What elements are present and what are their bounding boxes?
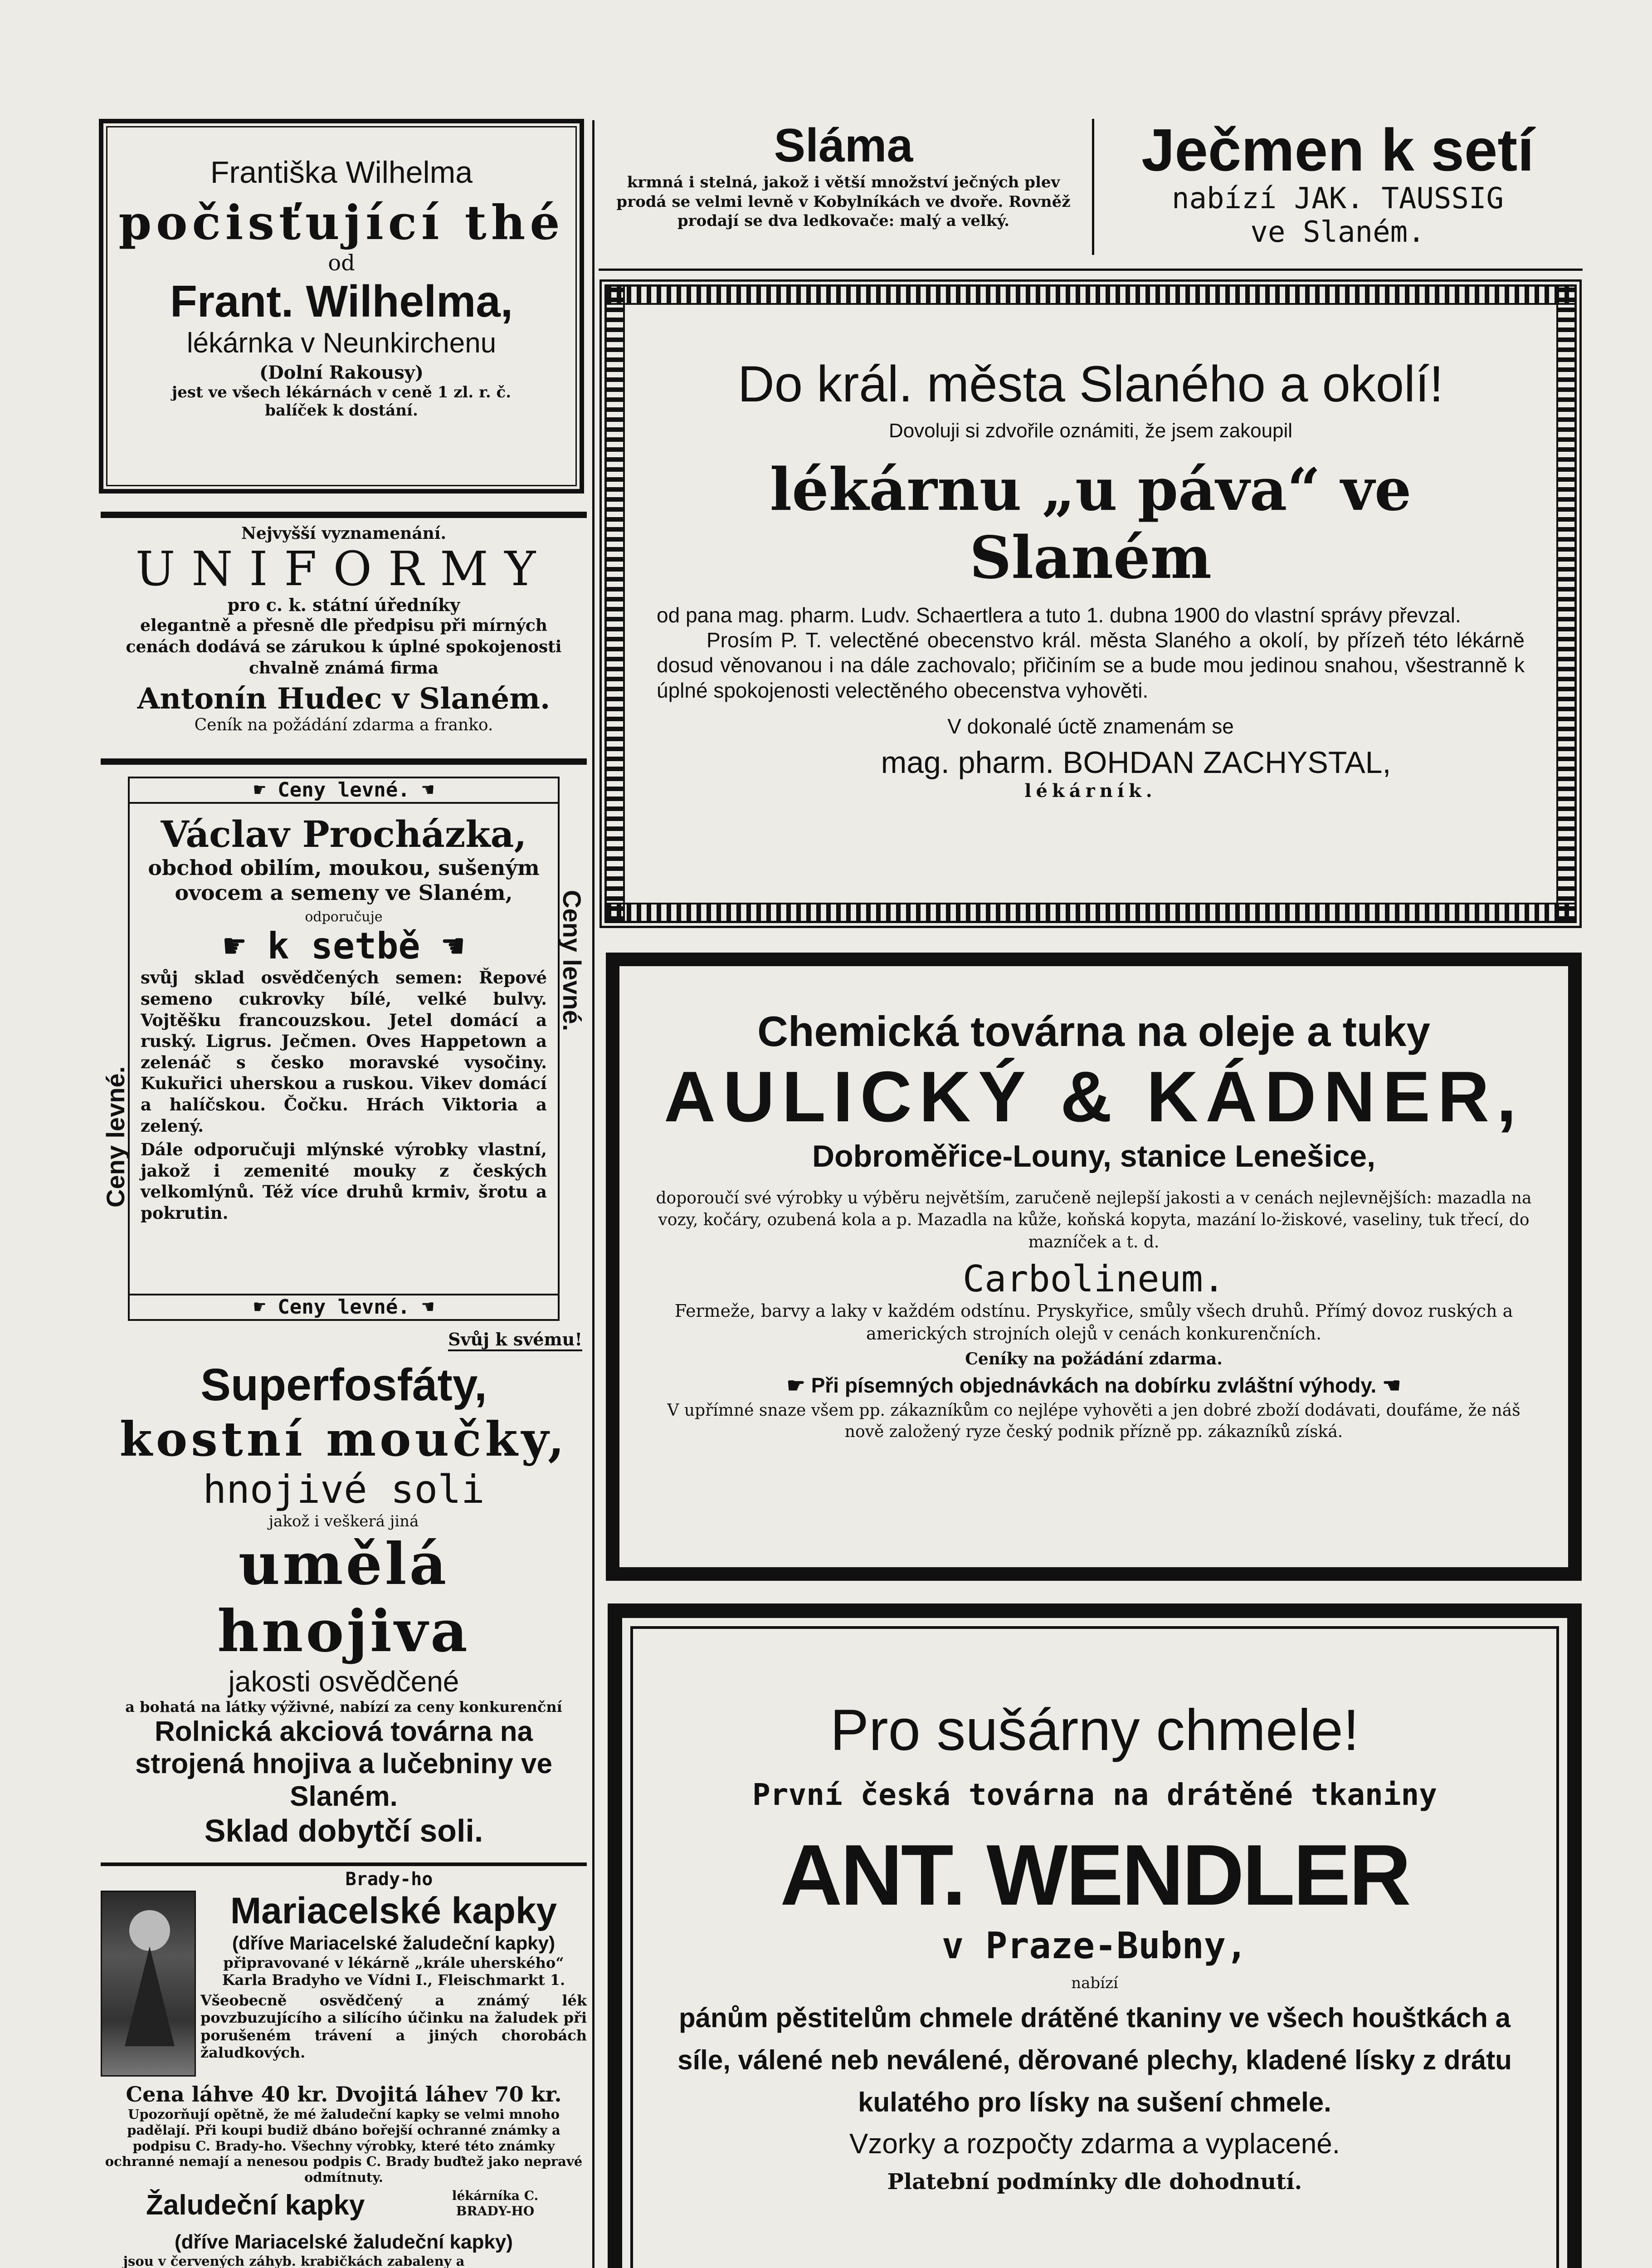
- superfosfaty-line9: Sklad dobytčí soli.: [204, 1813, 483, 1848]
- uniformy-name: Antonín Hudec v Slaném.: [137, 681, 551, 716]
- uniformy-sub: pro c. k. státní úředníky: [227, 595, 460, 616]
- wendler-p1: pánům pěstitelům chmele drátěné tkaniny ve všech houštkách a síle, válené neb neválené, děrované plechy, kladené lísky z drátu kulatého pro lísky na sušení chmele.: [677, 2003, 1512, 2117]
- wendler-place: v Praze-Bubny,: [941, 1925, 1248, 1967]
- aulicky-p3: [656, 1373, 1532, 1398]
- wilhelm-line4: Frant. Wilhelma,: [170, 276, 513, 326]
- lekarna-headline: lékárnu „u páva“ ve Slaném: [770, 456, 1412, 592]
- uniformy-body: elegantně a přesně dle předpisu při mírných cenách dodává se zárukou k úplné spokojenosti chvalně známá firma: [126, 616, 562, 678]
- superfosfaty-line6: jakosti osvědčené: [228, 1665, 459, 1698]
- column-divider: [592, 120, 595, 2268]
- wilhelm-line3: od: [328, 250, 355, 276]
- aulicky-firm: AULICKÝ & KÁDNER,: [664, 1057, 1524, 1137]
- aulicky-p1: doporoučí své výrobky u výběru největším, zaručeně nejlepší jakosti a v cenách nejlevnějších: mazadla na vozy, kočáry, ozubená kola a p. Mazadla na kůže, koňská kopyta, mazání lo-žiskové, vaseliny, tuk třecí, do mazníček a t. d.: [656, 1188, 1532, 1251]
- aulicky-p3-label: Při písemných objednávkách na dobírku zvláštní výhody.: [811, 1374, 1377, 1398]
- kapky-title2: Žaludeční kapky: [146, 2189, 365, 2221]
- kapky-warn: Upozorňují opětně, že mé žaludeční kapky se velmi mnoho padělají. Při koupi budiž dbáno bořejší ochranné známky a podpisu C. Brady-ho. Všechny výrobky, které této známky ochranné nemají a nenesou podpis C. Brady buďtež jako nepravé odmítnuty.: [105, 2107, 583, 2185]
- pointing-hand-icon: ☚: [420, 925, 464, 968]
- prochazka-body1: svůj sklad osvědčených semen: Řepové semeno cukrovky bílé, velké bulvy. Vojtěšku francouzskou. Jetel domácí a ruský. Ligrus. Ječmen. Oves Happetown a zelenáč s česko moravské vysočiny. Kukuřici uherskou a ruskou. Vikev domácí a halíčskou. Čočku. Hrách Viktoria a zelený.: [141, 968, 547, 1136]
- aulicky-title: Chemická továrna na oleje a tuky: [757, 1007, 1430, 1055]
- uniformy-bottom-rule: [101, 758, 587, 765]
- superfosfaty-line2: kostní moučky,: [119, 1411, 568, 1467]
- aulicky-ad: [606, 953, 1582, 1581]
- uniformy-top-rule: [101, 512, 587, 518]
- lekarna-title: Do král. města Slaného a okolí!: [737, 356, 1444, 412]
- superfosfaty-top: Svůj k svému!: [448, 1329, 582, 1351]
- prochazka-recommends: odporučuje: [305, 909, 383, 925]
- superfosfaty-bottom-rule: [101, 1862, 587, 1866]
- pointing-hand-icon: ☚: [409, 1295, 434, 1319]
- ornament-left-border: [607, 287, 625, 921]
- kapky-price: Cena láhve 40 kr. Dvojitá láhev 70 kr.: [126, 2082, 562, 2107]
- ornament-bottom-border: [607, 903, 1574, 921]
- wendler-firm: ANT. WENDLER: [780, 1827, 1409, 1923]
- prochazka-banner-top: [128, 777, 560, 804]
- slama-ad: [599, 119, 1088, 255]
- prochazka-side-left: [101, 890, 130, 1207]
- uniformy-title: UNIFORMY: [135, 541, 552, 596]
- jecmen-title: Ječmen k setí: [1141, 117, 1534, 183]
- superfosfaty-line8: Rolnická akciová továrna na strojená hnojiva a lučebniny ve Slaném.: [135, 1716, 552, 1812]
- wendler-p3: Platební podmínky dle dohodnutí.: [887, 2169, 1302, 2195]
- lekarna-p1: od pana mag. pharm. Ludv. Schaertlera a tuto 1. dubna 1900 do vlastní správy převzal.: [657, 603, 1461, 627]
- right-top-rule: [599, 269, 1583, 271]
- ornament-top-border: [607, 287, 1574, 305]
- pointing-hand-icon: ☚: [409, 778, 434, 802]
- pointing-hand-icon: ☛: [786, 1374, 811, 1398]
- jecmen-line1: nabízí JAK. TAUSSIG: [1171, 181, 1504, 215]
- kapky-ad: [101, 1869, 587, 2268]
- prochazka-side-right: [557, 890, 587, 1207]
- wendler-inner: [630, 1626, 1559, 2268]
- kapky-body: Všeobecně osvědčený a známý lék povzbuzujícího a silícího účinku na žaludek při porušeném trávení a jiných chorobách žaludkových.: [200, 1991, 587, 2061]
- prochazka-desc: obchod obilím, moukou, sušeným ovocem a semeny ve Slaném,: [148, 855, 540, 905]
- prochazka-headline-label: k setbě: [267, 925, 420, 968]
- lekarna-closing: V dokonalé úctě znamenám se: [947, 714, 1234, 738]
- kapky-sub2: (dříve Mariacelské žaludeční kapky): [175, 2230, 513, 2253]
- prochazka-banner-bottom: [128, 1294, 560, 1321]
- prochazka-name: Václav Procházka,: [161, 813, 527, 855]
- slama-title: Sláma: [774, 119, 913, 172]
- kapky-prep: připravované v lékárně „krále uherského“ Karla Bradyho ve Vídni I., Fleischmarkt 1.: [222, 1954, 565, 1989]
- wilhelm-line6: (Dolní Rakousy): [259, 362, 424, 383]
- wendler-p2: Vzorky a rozpočty zdarma a vyplacené.: [849, 2128, 1340, 2160]
- prochazka-ad: [101, 777, 587, 1321]
- aulicky-place: Dobroměřice-Louny, stanice Lenešice,: [812, 1139, 1375, 1173]
- pointing-hand-icon: ☛: [253, 778, 278, 802]
- lekarna-p2: Prosím P. T. velectěné obecenstvo král. města Slaného a okolí, by přízeň této lékárně dosud věnovanou i na dále zachovalo; přičiním se a bude mou jedinou snahou, všestranně k úplné spokojenosti velectěného obecenstva vyhověti.: [657, 628, 1525, 702]
- kapky-top: Brady-ho: [345, 1869, 433, 1890]
- superfosfaty-line5: umělá hnojiva: [217, 1530, 470, 1665]
- halo-icon: [129, 1910, 170, 1951]
- wilhelm-line7: jest ve všech lékárnách v ceně 1 zl. r. č.: [171, 383, 512, 401]
- prochazka-side-left-label: Ceny levné.: [101, 1066, 130, 1207]
- wendler-sub: První česká továrna na drátěné tkaniny: [752, 1777, 1437, 1812]
- uniformy-ad: [101, 524, 587, 755]
- wendler-offers: nabízí: [1071, 1974, 1118, 1992]
- prochazka-banner-bottom-label: Ceny levné.: [278, 1295, 410, 1319]
- kapky-madonna-image: [101, 1891, 196, 2077]
- prochazka-banner-top-label: Ceny levné.: [278, 778, 410, 802]
- pointing-hand-icon: ☛: [253, 1295, 278, 1319]
- wendler-title: Pro sušárny chmele!: [830, 1698, 1360, 1763]
- kapky-title: Mariacelské kapky: [230, 1890, 557, 1931]
- aulicky-carbolineum: Carbolineum.: [963, 1258, 1225, 1300]
- lekarna-ad: [599, 279, 1582, 928]
- kapky-sub: (dříve Mariacelské žaludeční kapky): [232, 1932, 555, 1954]
- wilhelm-line1: Františka Wilhelma: [210, 155, 473, 190]
- lekarna-intro: Dovoluji si zdvořile oznámiti, že jsem zakoupil: [888, 420, 1293, 442]
- wilhelm-ad: [99, 119, 584, 494]
- prochazka-side-right-label: Ceny levné.: [558, 890, 586, 1031]
- lekarna-name: mag. pharm. BOHDAN ZACHYSTAL,: [881, 745, 1391, 780]
- prochazka-body2: Dále odporučuji mlýnské výrobky vlastní, jakož i zemenité mouky z českých velkomlýnů. Též více druhů krmiv, šrotu a pokrutin.: [141, 1139, 547, 1223]
- superfosfaty-ad: [101, 1329, 587, 1851]
- uniformy-note: Ceník na požádání zdarma a franko.: [194, 715, 493, 734]
- superfosfaty-line3: hnojivé soli: [203, 1467, 485, 1512]
- prochazka-headline: [141, 925, 547, 967]
- uniformy-top: Nejvyšší vyznamenání.: [241, 524, 447, 543]
- superfosfaty-line4: jakož i veškerá jiná: [268, 1512, 419, 1530]
- superfosfaty-line7: a bohatá na látky výživné, nabízí za ceny konkurenční: [125, 1698, 562, 1716]
- aulicky-p4: V upřímné snaze všem pp. zákazníkům co nejlépe vyhověti a jen dobré zboží dodávati, doufáme, že náš nově založený ryze český podnik přízně pp. zákazníků získá.: [667, 1401, 1520, 1442]
- slama-body: krmná i stelná, jakož i větší množství ječných plev prodá se velmi levně v Kobylníkách ve dvoře. Rovněž prodají se dva ledkovače: malý a velký.: [616, 173, 1071, 230]
- wilhelm-line2: počisťující thé: [118, 195, 565, 250]
- prochazka-content: [128, 804, 560, 1294]
- ornament-right-border: [1556, 287, 1574, 921]
- kapky-lekarnika: lékárníka C. BRADY-HO: [452, 2188, 539, 2219]
- aulicky-cenniky: Ceníky na požádání zdarma.: [965, 1349, 1223, 1369]
- pointing-hand-icon: ☛: [224, 925, 268, 968]
- superfosfaty-line1: Superfosfáty,: [200, 1359, 487, 1410]
- jecmen-ad: [1097, 119, 1578, 255]
- slama-jecmen-divider: [1092, 119, 1094, 255]
- jecmen-line2: ve Slaném.: [1250, 215, 1425, 249]
- wendler-ad: [608, 1603, 1582, 2268]
- wilhelm-line8: balíček k dostání.: [265, 401, 418, 420]
- madonna-figure-icon: [125, 1946, 175, 2046]
- kapky-body3: jsou v červených záhyb. krabičkách zabaleny a: [123, 2253, 465, 2268]
- pointing-hand-icon: ☚: [1376, 1374, 1401, 1398]
- wilhelm-line5: lékárnka v Neunkirchenu: [186, 327, 497, 359]
- lekarna-role: lékárník.: [1024, 780, 1157, 802]
- aulicky-p2: Fermeže, barvy a laky v každém odstínu. Pryskyřice, smůly všech druhů. Přímý dovoz ruských a amerických strojních olejů v cenách konkurenčních.: [674, 1301, 1513, 1344]
